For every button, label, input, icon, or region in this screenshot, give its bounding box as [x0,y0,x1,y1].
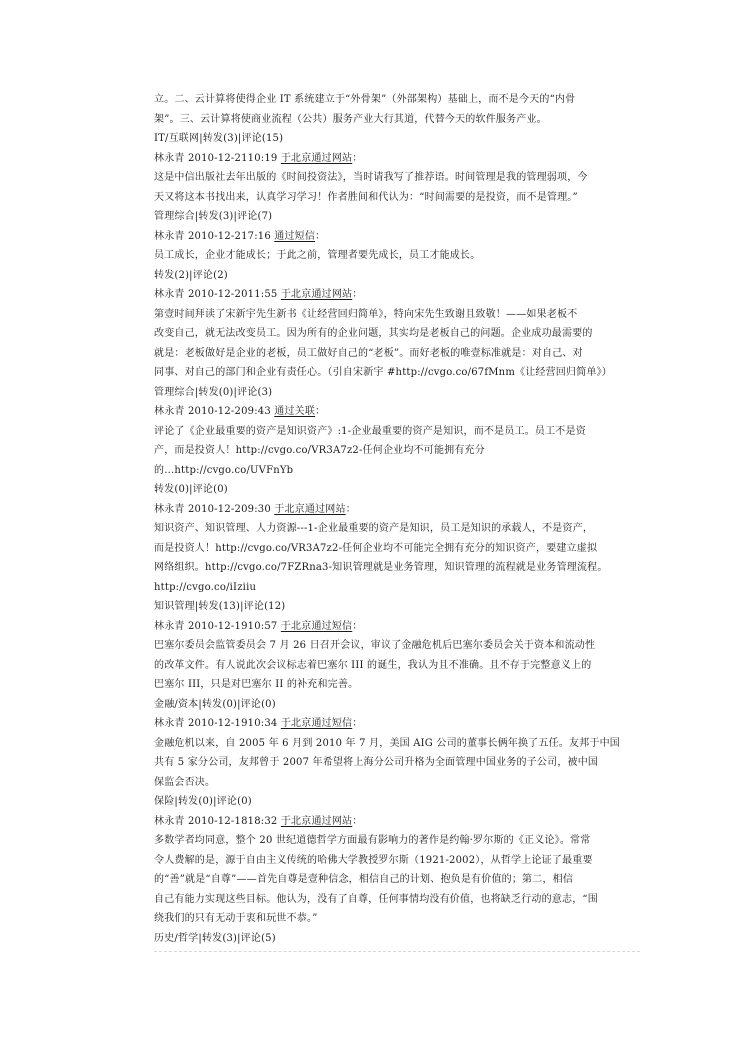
page-divider [154,951,640,952]
text-line [154,441,640,461]
text-line [154,480,640,500]
text-line [154,909,640,929]
text-line [154,636,640,656]
line-text: 产，而是投资人！http://cvgo.co/VR3A7z2-任何企业均不可能拥有充分 [154,445,485,456]
text-line [154,246,640,266]
line-text: 的“善”就是“自尊”——首先自尊是壹种信念，相信自己的计划、抱负是有价值的；第二，相信 [154,874,574,885]
post-source: 通过短信 [274,230,316,242]
line-text: 巴塞尔 III，只是对巴塞尔 II 的补充和完善。 [154,679,359,690]
text-line [154,324,640,344]
line-text-end: ： [352,815,363,827]
text-line [154,461,640,481]
text-line [154,402,640,422]
line-text: 员工成长，企业才能成长；于此之前，管理者要先成长，员工才能成长。 [154,250,481,261]
text-line [154,812,640,832]
line-text: 林永青 2010-12-1910:57 [154,620,281,632]
text-line [154,500,640,520]
line-text-end: ： [352,152,363,164]
line-text: 绕我们的只有无动于衷和玩世不恭。” [154,913,318,924]
text-line [154,422,640,442]
line-text: IT/互联网|转发(3)|评论(15) [154,133,284,144]
text-line [154,305,640,325]
post-source: 于北京通过短信 [280,620,353,632]
text-line [154,558,640,578]
text-line [154,344,640,364]
line-text: 评论了《企业最重要的资产是知识资产》:1-企业最重要的资产是知识，而不是员工。员工不是资 [154,425,586,437]
text-line [154,285,640,305]
line-text: 管理综合|转发(3)|评论(7) [154,211,273,222]
text-line [154,110,640,130]
text-line [154,578,640,598]
text-line [154,656,640,676]
line-text: 同事、对自己的部门和企业有责任心。（引自宋新宇 #http://cvgo.co/67fMnm《让经营回归简单》） [154,367,612,378]
line-text: 立。二、云计算将使得企业 IT 系统建立于“外骨架”（外部架构）基础上，而不是今天的“内骨 [154,94,576,105]
line-text: 知识资产、知识管理、人力资源---1-企业最重要的资产是知识，员工是知识的承载人，不是资产， [154,523,594,534]
line-text: 的改革文件。有人说此次会议标志着巴塞尔 III 的诞生，我认为且不准确。且不存于完整意义上的 [154,659,592,671]
line-text: 这是中信出版社去年出版的《时间投资法》，当时请我写了推荐语。时间管理是我的管理弱项，今 [154,172,588,183]
text-line [154,851,640,871]
post-source: 于北京通过网站 [280,289,353,300]
text-line [154,617,640,637]
line-text: 转发(0)|评论(0) [154,484,228,495]
line-text: 而是投资人！http://cvgo.co/VR3A7z2-任何企业均不可能完全拥有充分的知识资产，要建立虚拟 [154,542,598,554]
line-text: 金融/资本|转发(0)|评论(0) [154,698,276,710]
text-line [154,519,640,539]
line-text: 巴塞尔委员会监管委员会 7 月 26 日召开会议，审议了金融危机后巴塞尔委员会关于资本和流动性 [154,640,596,651]
line-text-end: ： [315,406,326,417]
line-text: 林永青 2010-12-2011:55 [154,289,281,300]
line-text: 林永青 2010-12-1818:32 [154,815,281,827]
line-text: 林永青 2010-12-2110:19 [154,152,281,164]
line-text: 林永青 2010-12-209:30 [154,503,275,515]
text-line [154,714,640,734]
line-text: 林永青 2010-12-217:16 [154,230,275,242]
line-text: 管理综合|转发(0)|评论(3) [154,386,273,398]
text-line [154,207,640,227]
line-text: 网络组织。http://cvgo.co/7FZRna3-知识管理就是业务管理，知识管理的流程就是业务管理流程。 [154,562,608,573]
line-text-end: ： [315,230,326,242]
line-text: 就是：老板做好是企业的老板，员工做好自己的“老板”。而好老板的唯壹标准就是：对自己、对 [154,347,583,359]
text-line [154,773,640,793]
line-text: 令人费解的是，源于自由主义传统的哈佛大学教授罗尔斯（1921-2002），从哲学上论证了最重要 [154,854,593,866]
text-line [154,675,640,695]
line-text: 保监会否决。 [154,776,216,788]
text-line [154,831,640,851]
text-line [154,890,640,910]
text-line [154,168,640,188]
text-line [154,227,640,247]
line-text: 多数学者均同意，整个 20 世纪道德哲学方面最有影响力的著作是约翰·罗尔斯的《正义论》。常常 [154,835,591,846]
text-line [154,870,640,890]
line-text-end: ： [352,289,363,300]
line-text: 架”。三、云计算将使商业流程（公共）服务产业大行其道，代替今天的软件服务产业。 [154,113,547,125]
post-source: 于北京通过网站 [274,503,346,515]
post-source: 于北京通过网站 [280,152,353,164]
text-line [154,363,640,383]
line-text: 知识管理|转发(13)|评论(12) [154,601,286,612]
line-text-end: ： [352,718,363,729]
line-text: 保险|转发(0)|评论(0) [154,796,252,807]
line-text: 转发(2)|评论(2) [154,269,228,281]
text-line [154,90,640,110]
text-line [154,929,640,949]
text-line [154,753,640,773]
text-line [154,695,640,715]
line-text: 林永青 2010-12-209:43 [154,406,275,417]
text-line [154,539,640,559]
line-text: 第壹时间拜读了宋新宇先生新书《让经营回归简单》，特向宋先生致谢且致敬！——如果老板不 [154,308,578,320]
text-line [154,792,640,812]
text-line [154,383,640,403]
post-source: 于北京通过短信 [280,718,353,729]
line-text: 改变自己，就无法改变员工。因为所有的企业问题，其实均是老板自己的问题。企业成功最需要的 [154,328,593,339]
line-text-end: ： [352,620,363,632]
text-line [154,129,640,149]
line-text: 历史/哲学|转发(3)|评论(5) [154,932,276,944]
text-line [154,597,640,617]
post-source: 通过关联 [274,406,316,417]
text-line [154,266,640,286]
line-text: 天又将这本书找出来，认真学习学习！作者胜间和代认为：“时间需要的是投资，而不是管理。” [154,191,578,203]
line-text: 自己有能力实现这些目标。他认为，没有了自尊，任何事情均没有价值，也将缺乏行动的意志，“围 [154,893,598,905]
line-text: 林永青 2010-12-1910:34 [154,718,281,729]
line-text-end: ： [345,503,356,515]
post-source: 于北京通过网站 [280,815,353,827]
line-text: 的…http://cvgo.co/UVFnYb [154,464,294,476]
text-line [154,149,640,169]
line-text: 共有 5 家分公司，友邦曾于 2007 年希望将上海分公司升格为全面管理中国业务的子公司，被中国 [154,757,599,768]
text-line [154,734,640,754]
microblog-post-list [154,90,640,948]
text-line [154,188,640,208]
line-text: http://cvgo.co/iIziiu [154,581,257,593]
line-text: 金融危机以来，自 2005 年 6 月到 2010 年 7 月，美国 AIG 公司的董事长俩年换了五任。友邦于中国 [154,737,620,749]
